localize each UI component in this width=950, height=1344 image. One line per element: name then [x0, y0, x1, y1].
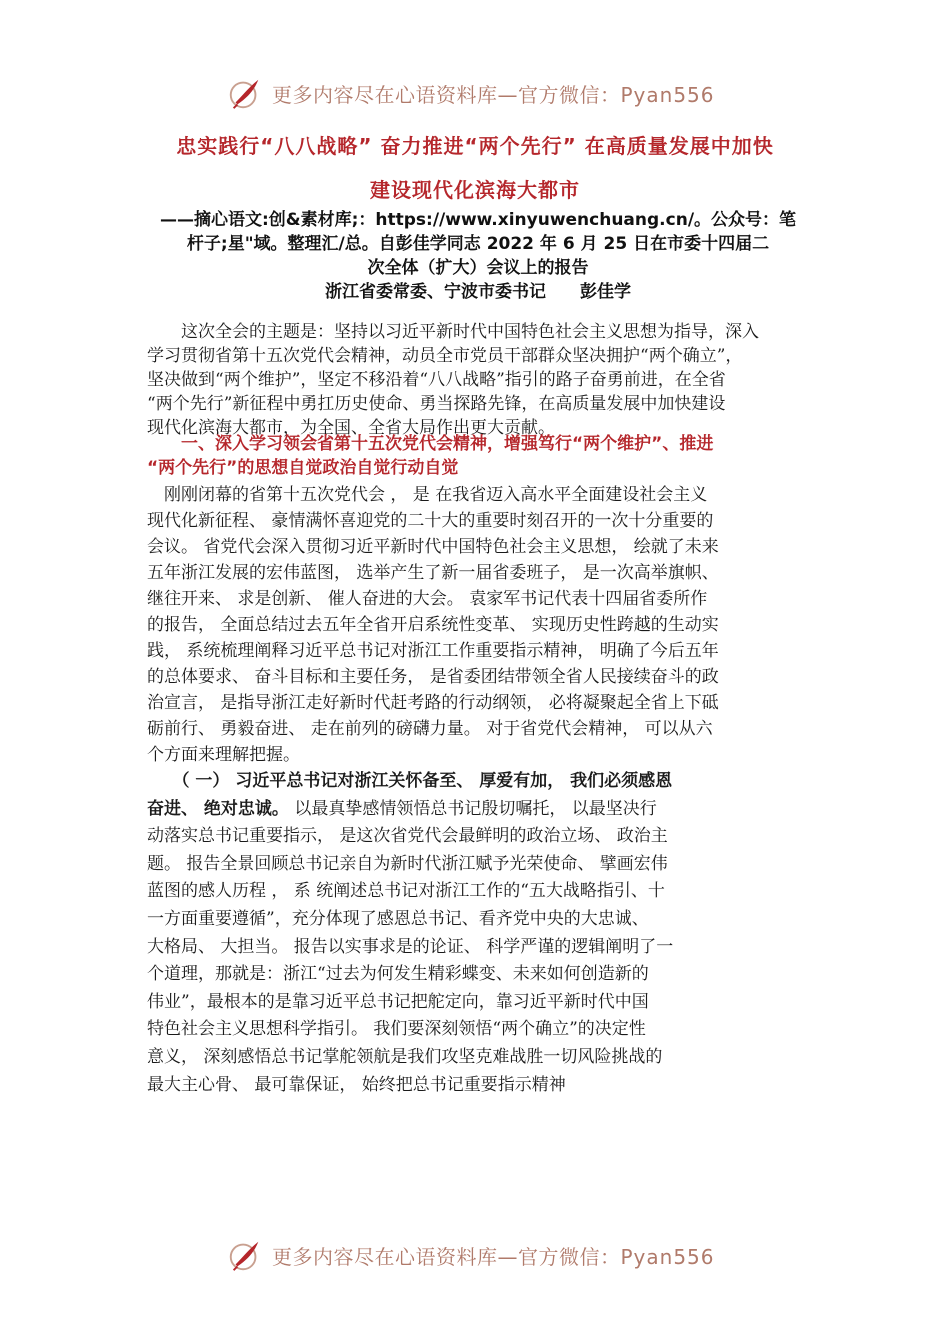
text-line: “两个先行”新征程中勇扛历史使命、勇当探路先锋，在高质量发展中加快建设	[147, 394, 726, 414]
text-line: 个方面来理解把握。	[147, 745, 300, 765]
text-line: 一方面重要遵循”，充分体现了感恩总书记、看齐党中央的大忠诚、	[147, 908, 649, 929]
watermark-text: 更多内容尽在心语资料库—官方微信：Pyan556	[272, 82, 715, 107]
text-line: 学习贯彻省第十五次党代会精神，动员全市党员干部群众坚决拥护“两个确立”，	[147, 346, 743, 366]
meta-line: ——摘心语文:创&素材库;：https://www.xinyuwenchuang.cn/。公众号：笔	[159, 210, 797, 230]
watermark-footer	[226, 1236, 715, 1274]
quill-logo-icon	[226, 74, 264, 112]
meta-line: 次全体（扩大）会议上的报告	[367, 258, 589, 278]
text-line: 蓝图的感人历程 ， 系 统阐述总书记对浙江工作的“五大战略指引、十	[147, 881, 665, 902]
text-line: 大格局、 大担当。 报告以实事求是的论证、 科学严谨的逻辑阐明了一	[147, 936, 674, 957]
text-line: 会议。 省党代会深入贯彻习近平新时代中国特色社会主义思想， 绘就了未来	[147, 537, 719, 557]
section-heading-1	[147, 432, 807, 480]
text-line: 题。 报告全景回顾总书记亲自为新时代浙江赋予光荣使命、 擘画宏伟	[147, 853, 668, 874]
text-line: 的总体要求、 奋斗目标和主要任务， 是省委团结带领全省人民接续奋斗的政	[147, 667, 719, 687]
section1-paragraph	[147, 482, 807, 768]
watermark-account: Pyan556	[620, 82, 715, 107]
quill-logo-icon	[226, 1236, 264, 1274]
watermark-text: 更多内容尽在心语资料库—官方微信：Pyan556	[272, 1244, 715, 1269]
document-title-line2: 建设现代化滨海大都市	[370, 178, 580, 202]
heading-line: 一、深入学习领会省第十五次党代会精神，增强笃行“两个维护”、推进	[147, 434, 714, 454]
text-line: 刚刚闭幕的省第十五次党代会 ， 是 在我省迈入高水平全面建设社会主义	[147, 485, 708, 505]
text-line: 砺前行、 勇毅奋进、 走在前列的磅礴力量。 对于省党代会精神， 可以从六	[147, 719, 713, 739]
subsection-1-paragraph	[147, 768, 807, 1099]
text-line: 动落实总书记重要指示， 是这次省党代会最鲜明的政治立场、 政治主	[147, 826, 668, 847]
meta-line: 杆子;星"域。整理汇/总。自彭佳学同志 2022 年 6 月 25 日在市委十四届二	[186, 234, 770, 254]
text-line: 的报告， 全面总结过去五年全省开启系统性变革、 实现历史性跨越的生动实	[147, 615, 719, 635]
document-meta	[148, 208, 808, 304]
document-title-line1: 忠实践行“八八战略” 奋力推进“两个先行” 在高质量发展中加快	[176, 134, 774, 158]
heading-line: “两个先行”的思想自觉政治自觉行动自觉	[147, 458, 459, 478]
watermark-account: Pyan556	[620, 1244, 715, 1269]
text-line: 特色社会主义思想科学指引。 我们要深刻领悟“两个确立”的决定性	[147, 1019, 646, 1040]
text-line: 伟业”，最根本的是靠习近平总书记把舵定向，靠习近平新时代中国	[147, 991, 649, 1012]
intro-paragraph	[147, 320, 807, 440]
text-line: 个道理，那就是：浙江“过去为何发生精彩蝶变、未来如何创造新的	[147, 964, 649, 985]
text-line: 治宣言， 是指导浙江走好新时代赶考路的行动纲领， 必将凝聚起全省上下砥	[147, 693, 719, 713]
subsection-heading-line: 奋进、 绝对忠诚。	[147, 798, 289, 819]
text-line: 现代化滨海大都市，为全国、全省大局作出更大贡献。	[147, 418, 555, 438]
watermark-header	[226, 74, 715, 112]
text-line: 现代化新征程、 豪情满怀喜迎党的二十大的重要时刻召开的一次十分重要的	[147, 511, 714, 531]
text-line: 继往开来、 求是创新、 催人奋进的大会。 袁家军书记代表十四届省委所作	[147, 589, 708, 609]
author-line: 浙江省委常委、宁波市委书记 彭佳学	[325, 282, 631, 302]
subsection-heading-line: （ 一） 习近平总书记对浙江关怀备至、 厚爱有加， 我们必须感恩	[147, 771, 673, 791]
text-line: 以最真挚感情领悟总书记殷切嘱托， 以最坚决行	[288, 798, 657, 819]
text-line: 五年浙江发展的宏伟蓝图， 选举产生了新一届省委班子， 是一次高举旗帜、	[147, 563, 719, 583]
text-line: 意义， 深刻感悟总书记掌舵领航是我们攻坚克难战胜一切风险挑战的	[147, 1046, 663, 1067]
text-line: 这次全会的主题是：坚持以习近平新时代中国特色社会主义思想为指导，深入	[147, 322, 759, 342]
text-line: 践， 系统梳理阐释习近平总书记对浙江工作重要指示精神， 明确了今后五年	[147, 641, 719, 661]
text-line: 最大主心骨、 最可靠保证， 始终把总书记重要指示精神	[147, 1074, 566, 1095]
text-line: 坚决做到“两个维护”，坚定不移沿着“八八战略”指引的路子奋勇前进，在全省	[147, 370, 726, 390]
